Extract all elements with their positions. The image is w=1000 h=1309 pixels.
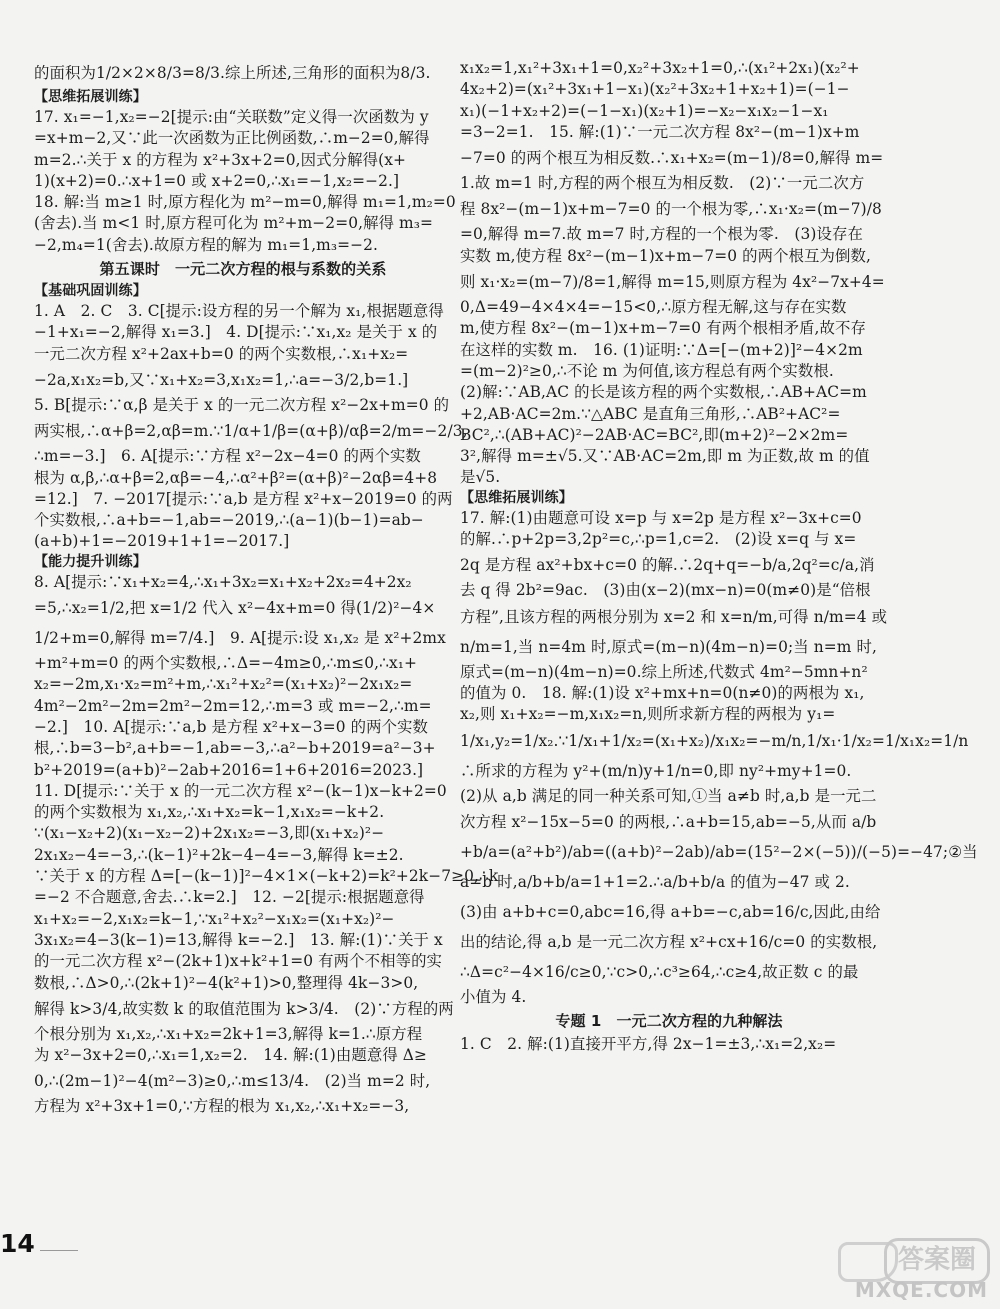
answer-line: 1. A 2. C 3. C[提示:设方程的另一个解为 x₁,根据题意得 bbox=[34, 302, 444, 321]
answer-line: 根为 α,β,∴α+β=2,αβ=−4,∴α²+β²=(α+β)²−2αβ=4+8 bbox=[34, 468, 438, 487]
answer-line: 4m²−2m²−2m=2m²−2m=12,∴m=3 或 m=−2,∴m= bbox=[34, 696, 432, 715]
page-number-rule bbox=[40, 1250, 78, 1251]
answer-line: 8. A[提示:∵x₁+x₂=4,∴x₁+3x₂=x₁+x₂+2x₂=4+2x₂ bbox=[34, 572, 412, 591]
answer-line: −2.] 10. A[提示:∵a,b 是方程 x²+x−3=0 的两个实数 bbox=[34, 717, 429, 736]
right-column bbox=[460, 58, 978, 1055]
answer-line: 在这样的实数 m. 16. (1)证明:∵Δ=[−(m+2)]²−4×2m bbox=[460, 340, 863, 359]
answer-line: =3−2=1. 15. 解:(1)∵一元二次方程 8x²−(m−1)x+m bbox=[460, 122, 860, 141]
answer-line: 的一元二次方程 x²−(2k+1)x+k²+1=0 有两个不相等的实 bbox=[34, 952, 443, 971]
answer-line: 1.故 m=1 时,方程的两个根互为相反数. (2)∵一元二次方 bbox=[460, 174, 865, 193]
section-header: 【基础巩固训练】 bbox=[34, 283, 147, 300]
answer-line: (a+b)+1=−2019+1+1=−2017.] bbox=[34, 532, 290, 551]
answer-line: +m²+m=0 的两个实数根,∴Δ=−4m≥0,∴m≤0,∴x₁+ bbox=[34, 654, 418, 673]
answer-line: 出的结论,得 a,b 是一元二次方程 x²+cx+16/c=0 的实数根, bbox=[460, 932, 878, 951]
answer-line: 方程为 x²+3x+1=0,∵方程的根为 x₁,x₂,∴x₁+x₂=−3, bbox=[34, 1097, 410, 1116]
answer-line: (2)解:∵AB,AC 的长是该方程的两个实数根,∴AB+AC=m bbox=[460, 383, 867, 402]
watermark-logo bbox=[798, 1238, 994, 1302]
section-header: 【思维拓展训练】 bbox=[460, 489, 573, 506]
answer-line: 1. C 2. 解:(1)直接开平方,得 2x−1=±3,∴x₁=2,x₂= bbox=[460, 1035, 837, 1054]
answer-line: x₁)(−1+x₂+2)=(−1−x₁)(x₂+1)=−x₂−x₁x₂−1−x₁ bbox=[460, 101, 829, 120]
answer-line: BC²,∴(AB+AC)²−2AB·AC=BC²,即(m+2)²−2×2m= bbox=[460, 425, 849, 444]
answer-line: 实数 m,使方程 8x²−(m−1)x+m−7=0 的两个根互为倒数, bbox=[460, 246, 872, 265]
answer-line: ∴所求的方程为 y²+(m/n)y+1/n=0,即 ny²+my+1=0. bbox=[460, 761, 852, 780]
answer-line: 的面积为1/2×2×8/3=8/3.综上所述,三角形的面积为8/3. bbox=[34, 64, 431, 82]
answer-line: =x+m−2,又∵此一次函数为正比例函数,∴m−2=0,解得 bbox=[34, 129, 430, 148]
topic-heading: 专题 1 一元二次方程的九种解法 bbox=[555, 1012, 783, 1031]
answer-line: 次方程 x²−15x−5=0 的两根,∴a+b=15,ab=−5,从而 a/b bbox=[460, 812, 877, 831]
answer-line: 1/2+m=0,解得 m=7/4.] 9. A[提示:设 x₁,x₂ 是 x²+2mx bbox=[34, 629, 446, 648]
answer-line: m=2.∴关于 x 的方程为 x²+3x+2=0,因式分解得(x+ bbox=[34, 150, 406, 169]
watermark-url: MXQE.COM bbox=[854, 1278, 988, 1302]
answer-line: x₁x₂=1,x₁²+3x₁+1=0,x₂²+3x₂+1=0,∴(x₁²+2x₁)(x₂²+ bbox=[460, 59, 860, 77]
answer-line: 解得 k>3/4,故实数 k 的取值范围为 k>3/4. (2)∵方程的两 bbox=[34, 999, 454, 1018]
answer-line: (3)由 a+b+c=0,abc=16,得 a+b=−c,ab=16/c,因此,由给 bbox=[460, 902, 881, 921]
page-number: 14 bbox=[0, 1229, 35, 1258]
answer-line: x₂,则 x₁+x₂=−m,x₁x₂=n,则所求新方程的两根为 y₁= bbox=[460, 705, 836, 724]
answer-line: a=b 时,a/b+b/a=1+1=2.∴a/b+b/a 的值为−47 或 2. bbox=[460, 872, 850, 891]
answer-line: 数根,∴Δ>0,∴(2k+1)²−4(k²+1)>0,整理得 4k−3>0, bbox=[34, 973, 419, 992]
answer-line: 程 8x²−(m−1)x+m−7=0 的一个根为零,∴x₁·x₂=(m−7)/8 bbox=[460, 200, 882, 219]
answer-line: =5,∴x₂=1/2,把 x=1/2 代入 x²−4x+m=0 得(1/2)²−4× bbox=[34, 599, 436, 618]
answer-line: 为 x²−3x+2=0,∴x₁=1,x₂=2. 14. 解:(1)由题意得 Δ≥ bbox=[34, 1046, 428, 1065]
answer-line: 18. 解:当 m≥1 时,原方程化为 m²−m=0,解得 m₁=1,m₂=0 bbox=[34, 193, 456, 212]
answer-line: 方程”,且该方程的两根分别为 x=2 和 x=n/m,可得 n/m=4 或 bbox=[460, 607, 888, 626]
answer-line: 的值为 0. 18. 解:(1)设 x²+mx+n=0(n≠0)的两根为 x₁, bbox=[460, 683, 865, 702]
answer-line: −7=0 的两个根互为相反数.∴x₁+x₂=(m−1)/8=0,解得 m= bbox=[460, 149, 884, 168]
answer-line: ∴m=−3.] 6. A[提示:∵方程 x²−2x−4=0 的两个实数 bbox=[34, 447, 421, 466]
answer-line: 11. D[提示:∵关于 x 的一元二次方程 x²−(k−1)x−k+2=0 bbox=[34, 781, 447, 800]
answer-line: x₁+x₂=−2,x₁x₂=k−1,∵x₁²+x₂²−x₁x₂=(x₁+x₂)²− bbox=[34, 909, 395, 928]
answer-line: 原式=(m−n)(4m−n)=0.综上所述,代数式 4m²−5mn+n² bbox=[460, 662, 868, 681]
answer-line: +b/a=(a²+b²)/ab=((a+b)²−2ab)/ab=(15²−2×(−5))/(−5)=−47;②当 bbox=[460, 842, 978, 861]
answer-line: x₂=−2m,x₁·x₂=m²+m,∴x₁²+x₂²=(x₁+x₂)²−2x₁x₂= bbox=[34, 675, 413, 694]
answer-line: 2q 是方程 ax²+bx+c=0 的解.∴2q+q=−b/a,2q²=c/a,消 bbox=[460, 556, 875, 575]
answer-line: ∵关于 x 的方程 Δ=[−(k−1)]²−4×1×(−k+2)=k²+2k−7≥0,∴k bbox=[34, 867, 499, 886]
answer-line: 的两个实数根为 x₁,x₂,∴x₁+x₂=k−1,x₁x₂=−k+2. bbox=[34, 803, 385, 822]
answer-line: (2)从 a,b 满足的同一种关系可知,①当 a≠b 时,a,b 是一元二 bbox=[460, 786, 877, 805]
answer-line: 1)(x+2)=0.∴x+1=0 或 x+2=0,∴x₁=−1,x₂=−2.] bbox=[34, 171, 400, 190]
answer-line: =12.] 7. −2017[提示:∵a,b 是方程 x²+x−2019=0 的两 bbox=[34, 489, 453, 508]
answer-line: (舍去).当 m<1 时,原方程可化为 m²+m−2=0,解得 m₃= bbox=[34, 214, 434, 233]
answer-line: −2,m₄=1(舍去).故原方程的解为 m₁=1,m₃=−2. bbox=[34, 235, 379, 254]
answer-line: 个实数根,∴a+b=−1,ab=−2019,∴(a−1)(b−1)=ab− bbox=[34, 511, 424, 530]
answer-line: 是√5. bbox=[460, 468, 501, 487]
answer-line: 小值为 4. bbox=[460, 987, 527, 1006]
section-header: 【能力提升训练】 bbox=[34, 553, 147, 570]
answer-line: 去 q 得 2b²=9ac. (3)由(x−2)(mx−n)=0(m≠0)是“倍根 bbox=[460, 581, 871, 600]
answer-line: 4x₂+2)=(x₁²+3x₁+1−x₁)(x₂²+3x₂+1+x₂+1)=(−1− bbox=[460, 80, 850, 99]
answer-line: +2,AB·AC=2m.∵△ABC 是直角三角形,∴AB²+AC²= bbox=[460, 404, 841, 423]
answer-line: b²+2019=(a+b)²−2ab+2016=1+6+2016=2023.] bbox=[34, 760, 424, 779]
answer-line: =−2 不合题意,舍去.∴k=2.] 12. −2[提示:根据题意得 bbox=[34, 888, 425, 907]
answer-line: m,使方程 8x²−(m−1)x+m−7=0 有两个根相矛盾,故不存 bbox=[460, 319, 867, 338]
watermark-logo-text: 答案圈 bbox=[884, 1238, 990, 1284]
answer-line: 0,Δ=49−4×4×4=−15<0,∴原方程无解,这与存在实数 bbox=[460, 298, 847, 317]
answer-line: 两实根,∴α+β=2,αβ=m.∵1/α+1/β=(α+β)/αβ=2/m=−2/3, bbox=[34, 422, 468, 441]
answer-line: 1/x₁,y₂=1/x₂.∵1/x₁+1/x₂=(x₁+x₂)/x₁x₂=−m/n,1/x₁·1/x₂=1/x₁x₂=1/n bbox=[460, 731, 969, 750]
answer-line: =(m−2)²≥0,∴不论 m 为何值,该方程总有两个实数根. bbox=[460, 361, 834, 380]
answer-line: 个根分别为 x₁,x₂,∴x₁+x₂=2k+1=3,解得 k=1.∴原方程 bbox=[34, 1024, 423, 1043]
answer-line: 17. 解:(1)由题意可设 x=p 与 x=2p 是方程 x²−3x+c=0 bbox=[460, 508, 862, 527]
section-header: 【思维拓展训练】 bbox=[34, 89, 147, 105]
answer-line: 5. B[提示:∵α,β 是关于 x 的一元二次方程 x²−2x+m=0 的 bbox=[34, 395, 450, 414]
answer-line: 2x₁x₂−4=−3,∴(k−1)²+2k−4−4=−3,解得 k=±2. bbox=[34, 845, 404, 864]
answer-line: 一元二次方程 x²+2ax+b=0 的两个实数根,∴x₁+x₂= bbox=[34, 344, 409, 363]
answer-line: 根,∴b=3−b²,a+b=−1,ab=−3,∴a²−b+2019=a²−3+ bbox=[34, 739, 436, 758]
answer-line: −2a,x₁x₂=b,又∵x₁+x₂=3,x₁x₂=1,∴a=−3/2,b=1.] bbox=[34, 370, 409, 389]
answer-line: 的解.∴p+2p=3,2p²=c,∴p=1,c=2. (2)设 x=q 与 x= bbox=[460, 530, 857, 549]
answer-line: ∵(x₁−x₂+2)(x₁−x₂−2)+2x₁x₂=−3,即(x₁+x₂)²− bbox=[34, 824, 385, 843]
answer-line: ∴Δ=c²−4×16/c≥0,∵c>0,∴c³≥64,∴c≥4,故正数 c 的最 bbox=[460, 962, 859, 981]
lesson-heading: 第五课时 一元二次方程的根与系数的关系 bbox=[99, 260, 387, 279]
answer-line: 3x₁x₂=4−3(k−1)=13,解得 k=−2.] 13. 解:(1)∵关于 x bbox=[34, 930, 443, 949]
answer-line: n/m=1,当 n=4m 时,原式=(m−n)(4m−n)=0;当 n=m 时, bbox=[460, 637, 877, 656]
answer-line: 17. x₁=−1,x₂=−2[提示:由“关联数”定义得一次函数为 y bbox=[34, 108, 429, 126]
answer-line: 则 x₁·x₂=(m−7)/8=1,解得 m=15,则原方程为 4x²−7x+4= bbox=[460, 273, 885, 292]
answer-line: =0,解得 m=7.故 m=7 时,方程的一个根为零. (3)设存在 bbox=[460, 225, 863, 244]
answer-line: 3²,解得 m=±√5.又∵AB·AC=2m,即 m 为正数,故 m 的值 bbox=[460, 447, 870, 466]
answer-line: 0,∴(2m−1)²−4(m²−3)≥0,∴m≤13/4. (2)当 m=2 时, bbox=[34, 1072, 431, 1091]
answer-line: −1+x₁=−2,解得 x₁=3.] 4. D[提示:∵x₁,x₂ 是关于 x 的 bbox=[34, 323, 438, 342]
